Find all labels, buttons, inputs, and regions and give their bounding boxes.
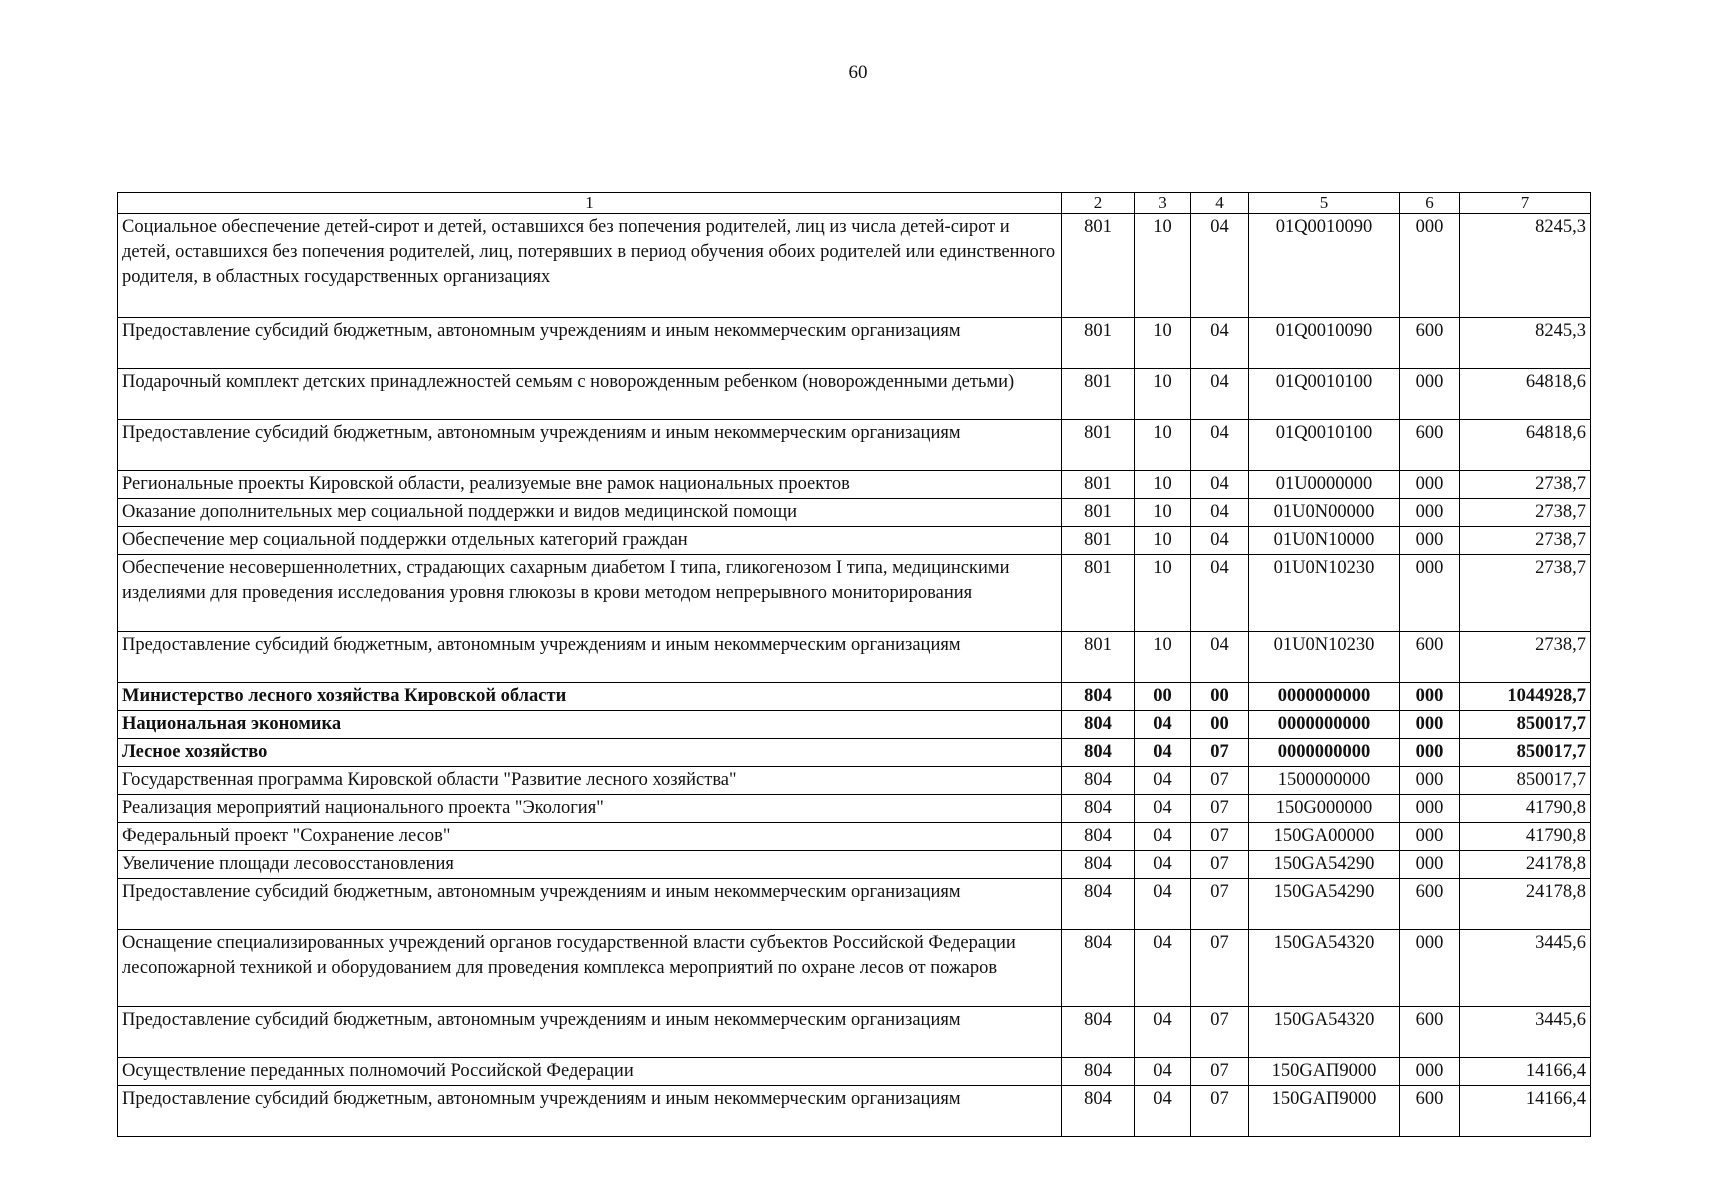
row-code-4: 07 xyxy=(1191,739,1249,767)
row-name: Обеспечение мер социальной поддержки отдельных категорий граждан xyxy=(118,527,1062,555)
table-row xyxy=(118,555,1591,632)
row-code-5: 0000000000 xyxy=(1249,683,1400,711)
row-code-3: 04 xyxy=(1135,739,1191,767)
row-code-5: 150GA54290 xyxy=(1249,879,1400,930)
row-code-2: 804 xyxy=(1062,879,1135,930)
row-code-4: 04 xyxy=(1191,632,1249,683)
row-name: Региональные проекты Кировской области, реализуемые вне рамок национальных проектов xyxy=(118,471,1062,499)
row-code-6: 000 xyxy=(1400,767,1460,795)
table-row xyxy=(118,369,1591,420)
row-code-6: 000 xyxy=(1400,711,1460,739)
row-code-5: 150GA54320 xyxy=(1249,930,1400,1007)
row-amount: 2738,7 xyxy=(1460,632,1591,683)
table-row xyxy=(118,879,1591,930)
row-code-4: 07 xyxy=(1191,851,1249,879)
row-code-6: 000 xyxy=(1400,930,1460,1007)
row-code-2: 801 xyxy=(1062,420,1135,471)
row-code-2: 801 xyxy=(1062,499,1135,527)
row-code-4: 04 xyxy=(1191,555,1249,632)
row-name: Оказание дополнительных мер социальной поддержки и видов медицинской помощи xyxy=(118,499,1062,527)
header-col-1: 1 xyxy=(118,193,1062,214)
row-code-6: 000 xyxy=(1400,739,1460,767)
table-row xyxy=(118,471,1591,499)
table-row xyxy=(118,711,1591,739)
row-amount: 24178,8 xyxy=(1460,879,1591,930)
row-name: Федеральный проект "Сохранение лесов" xyxy=(118,823,1062,851)
row-code-2: 804 xyxy=(1062,1058,1135,1086)
row-code-2: 804 xyxy=(1062,683,1135,711)
row-amount: 2738,7 xyxy=(1460,527,1591,555)
row-code-3: 10 xyxy=(1135,214,1191,318)
row-code-2: 804 xyxy=(1062,851,1135,879)
row-amount: 8245,3 xyxy=(1460,214,1591,318)
header-col-5: 5 xyxy=(1249,193,1400,214)
row-code-3: 10 xyxy=(1135,527,1191,555)
row-code-4: 07 xyxy=(1191,1086,1249,1137)
row-name: Лесное хозяйство xyxy=(118,739,1062,767)
row-code-3: 04 xyxy=(1135,930,1191,1007)
row-code-3: 04 xyxy=(1135,1086,1191,1137)
row-code-5: 01U0N10230 xyxy=(1249,555,1400,632)
row-code-3: 10 xyxy=(1135,555,1191,632)
row-code-5: 01U0000000 xyxy=(1249,471,1400,499)
table-row xyxy=(118,1058,1591,1086)
row-code-2: 804 xyxy=(1062,1007,1135,1058)
table-row xyxy=(118,683,1591,711)
row-amount: 2738,7 xyxy=(1460,471,1591,499)
row-amount: 14166,4 xyxy=(1460,1086,1591,1137)
row-code-6: 000 xyxy=(1400,683,1460,711)
row-code-5: 150GA54290 xyxy=(1249,851,1400,879)
row-code-6: 000 xyxy=(1400,471,1460,499)
row-code-2: 804 xyxy=(1062,930,1135,1007)
header-col-6: 6 xyxy=(1400,193,1460,214)
row-code-6: 000 xyxy=(1400,499,1460,527)
budget-table xyxy=(117,192,1591,1137)
page-number: 60 xyxy=(848,62,868,83)
row-amount: 2738,7 xyxy=(1460,555,1591,632)
row-name: Предоставление субсидий бюджетным, автономным учреждениям и иным некоммерческим организациям xyxy=(118,879,1062,930)
row-code-3: 10 xyxy=(1135,632,1191,683)
row-amount: 64818,6 xyxy=(1460,369,1591,420)
row-code-6: 000 xyxy=(1400,795,1460,823)
row-code-2: 804 xyxy=(1062,767,1135,795)
row-name: Предоставление субсидий бюджетным, автономным учреждениям и иным некоммерческим организациям xyxy=(118,632,1062,683)
row-code-5: 150G000000 xyxy=(1249,795,1400,823)
row-code-3: 10 xyxy=(1135,420,1191,471)
row-code-2: 801 xyxy=(1062,527,1135,555)
row-name: Увеличение площади лесовосстановления xyxy=(118,851,1062,879)
row-name: Осуществление переданных полномочий Российской Федерации xyxy=(118,1058,1062,1086)
row-code-5: 01Q0010100 xyxy=(1249,420,1400,471)
row-amount: 3445,6 xyxy=(1460,930,1591,1007)
row-code-4: 07 xyxy=(1191,1058,1249,1086)
row-name: Предоставление субсидий бюджетным, автономным учреждениям и иным некоммерческим организациям xyxy=(118,420,1062,471)
row-name: Оснащение специализированных учреждений органов государственной власти субъектов Российской Федерации лесопожарной техникой и оборудованием для проведения комплекса мероприятий по охране лесов от пожаров xyxy=(118,930,1062,1007)
row-code-4: 07 xyxy=(1191,767,1249,795)
row-code-4: 07 xyxy=(1191,930,1249,1007)
row-name: Государственная программа Кировской области "Развитие лесного хозяйства" xyxy=(118,767,1062,795)
row-code-6: 600 xyxy=(1400,879,1460,930)
row-code-2: 804 xyxy=(1062,711,1135,739)
table-row xyxy=(118,499,1591,527)
row-code-5: 01Q0010100 xyxy=(1249,369,1400,420)
row-name: Предоставление субсидий бюджетным, автономным учреждениям и иным некоммерческим организациям xyxy=(118,318,1062,369)
row-code-4: 07 xyxy=(1191,879,1249,930)
header-col-7: 7 xyxy=(1460,193,1591,214)
row-amount: 1044928,7 xyxy=(1460,683,1591,711)
row-code-5: 01U0N10230 xyxy=(1249,632,1400,683)
row-code-2: 804 xyxy=(1062,823,1135,851)
row-code-3: 10 xyxy=(1135,318,1191,369)
row-code-4: 04 xyxy=(1191,214,1249,318)
row-code-4: 07 xyxy=(1191,823,1249,851)
row-code-4: 04 xyxy=(1191,318,1249,369)
row-code-6: 600 xyxy=(1400,632,1460,683)
row-code-2: 804 xyxy=(1062,739,1135,767)
row-code-6: 000 xyxy=(1400,369,1460,420)
row-code-4: 07 xyxy=(1191,795,1249,823)
row-code-6: 000 xyxy=(1400,1058,1460,1086)
row-code-2: 801 xyxy=(1062,632,1135,683)
row-code-5: 0000000000 xyxy=(1249,739,1400,767)
row-code-3: 04 xyxy=(1135,711,1191,739)
row-amount: 850017,7 xyxy=(1460,767,1591,795)
table-row xyxy=(118,739,1591,767)
row-code-6: 600 xyxy=(1400,420,1460,471)
table-row xyxy=(118,930,1591,1007)
row-code-6: 600 xyxy=(1400,1086,1460,1137)
row-code-6: 000 xyxy=(1400,214,1460,318)
table-row xyxy=(118,420,1591,471)
row-name: Национальная экономика xyxy=(118,711,1062,739)
row-code-6: 000 xyxy=(1400,527,1460,555)
row-code-3: 04 xyxy=(1135,795,1191,823)
table-row xyxy=(118,767,1591,795)
row-code-2: 804 xyxy=(1062,795,1135,823)
row-code-2: 801 xyxy=(1062,318,1135,369)
row-code-5: 0000000000 xyxy=(1249,711,1400,739)
row-code-2: 801 xyxy=(1062,369,1135,420)
row-code-6: 000 xyxy=(1400,851,1460,879)
header-col-2: 2 xyxy=(1062,193,1135,214)
row-name: Подарочный комплект детских принадлежностей семьям с новорожденным ребенком (новорожденными детьми) xyxy=(118,369,1062,420)
row-code-5: 150GA00000 xyxy=(1249,823,1400,851)
row-code-3: 10 xyxy=(1135,471,1191,499)
table-row xyxy=(118,823,1591,851)
table-row xyxy=(118,795,1591,823)
row-name: Реализация мероприятий национального проекта "Экология" xyxy=(118,795,1062,823)
row-code-6: 600 xyxy=(1400,318,1460,369)
row-code-2: 804 xyxy=(1062,1086,1135,1137)
table-row xyxy=(118,1007,1591,1058)
row-code-3: 10 xyxy=(1135,499,1191,527)
row-code-5: 01U0N10000 xyxy=(1249,527,1400,555)
row-code-4: 04 xyxy=(1191,499,1249,527)
table-row xyxy=(118,1086,1591,1137)
row-amount: 850017,7 xyxy=(1460,711,1591,739)
row-code-4: 04 xyxy=(1191,527,1249,555)
row-name: Социальное обеспечение детей-сирот и детей, оставшихся без попечения родителей, лиц из числа детей-сирот и детей, оставшихся без попечения родителей, лиц, потерявших в период обучения обоих родителей или единственного родителя, в областных государственных организациях xyxy=(118,214,1062,318)
header-row xyxy=(118,193,1591,214)
row-code-3: 04 xyxy=(1135,823,1191,851)
table-row xyxy=(118,632,1591,683)
table-row xyxy=(118,214,1591,318)
row-amount: 2738,7 xyxy=(1460,499,1591,527)
row-code-5: 01Q0010090 xyxy=(1249,214,1400,318)
table-row xyxy=(118,527,1591,555)
row-code-3: 04 xyxy=(1135,767,1191,795)
row-amount: 64818,6 xyxy=(1460,420,1591,471)
row-amount: 41790,8 xyxy=(1460,795,1591,823)
row-amount: 850017,7 xyxy=(1460,739,1591,767)
table-row xyxy=(118,318,1591,369)
row-code-5: 150GAП9000 xyxy=(1249,1086,1400,1137)
row-code-5: 01U0N00000 xyxy=(1249,499,1400,527)
row-code-5: 01Q0010090 xyxy=(1249,318,1400,369)
row-code-3: 10 xyxy=(1135,369,1191,420)
row-code-2: 801 xyxy=(1062,471,1135,499)
table-row xyxy=(118,851,1591,879)
row-code-6: 000 xyxy=(1400,555,1460,632)
row-code-3: 04 xyxy=(1135,879,1191,930)
row-code-4: 00 xyxy=(1191,683,1249,711)
row-code-5: 150GA54320 xyxy=(1249,1007,1400,1058)
row-amount: 24178,8 xyxy=(1460,851,1591,879)
row-code-4: 04 xyxy=(1191,369,1249,420)
row-code-3: 04 xyxy=(1135,851,1191,879)
row-code-2: 801 xyxy=(1062,214,1135,318)
row-amount: 8245,3 xyxy=(1460,318,1591,369)
row-code-5: 150GAП9000 xyxy=(1249,1058,1400,1086)
row-amount: 3445,6 xyxy=(1460,1007,1591,1058)
row-amount: 41790,8 xyxy=(1460,823,1591,851)
row-name: Предоставление субсидий бюджетным, автономным учреждениям и иным некоммерческим организациям xyxy=(118,1086,1062,1137)
row-code-4: 00 xyxy=(1191,711,1249,739)
row-name: Предоставление субсидий бюджетным, автономным учреждениям и иным некоммерческим организациям xyxy=(118,1007,1062,1058)
row-code-6: 600 xyxy=(1400,1007,1460,1058)
row-code-4: 04 xyxy=(1191,471,1249,499)
row-code-2: 801 xyxy=(1062,555,1135,632)
header-col-3: 3 xyxy=(1135,193,1191,214)
row-amount: 14166,4 xyxy=(1460,1058,1591,1086)
row-name: Обеспечение несовершеннолетних, страдающих сахарным диабетом I типа, гликогенозом I типа, медицинскими изделиями для проведения исследования уровня глюкозы в крови методом непрерывного мониторирования xyxy=(118,555,1062,632)
row-code-5: 1500000000 xyxy=(1249,767,1400,795)
header-col-4: 4 xyxy=(1191,193,1249,214)
row-code-4: 04 xyxy=(1191,420,1249,471)
row-code-6: 000 xyxy=(1400,823,1460,851)
row-code-3: 04 xyxy=(1135,1007,1191,1058)
row-code-3: 04 xyxy=(1135,1058,1191,1086)
row-name: Министерство лесного хозяйства Кировской области xyxy=(118,683,1062,711)
row-code-3: 00 xyxy=(1135,683,1191,711)
row-code-4: 07 xyxy=(1191,1007,1249,1058)
